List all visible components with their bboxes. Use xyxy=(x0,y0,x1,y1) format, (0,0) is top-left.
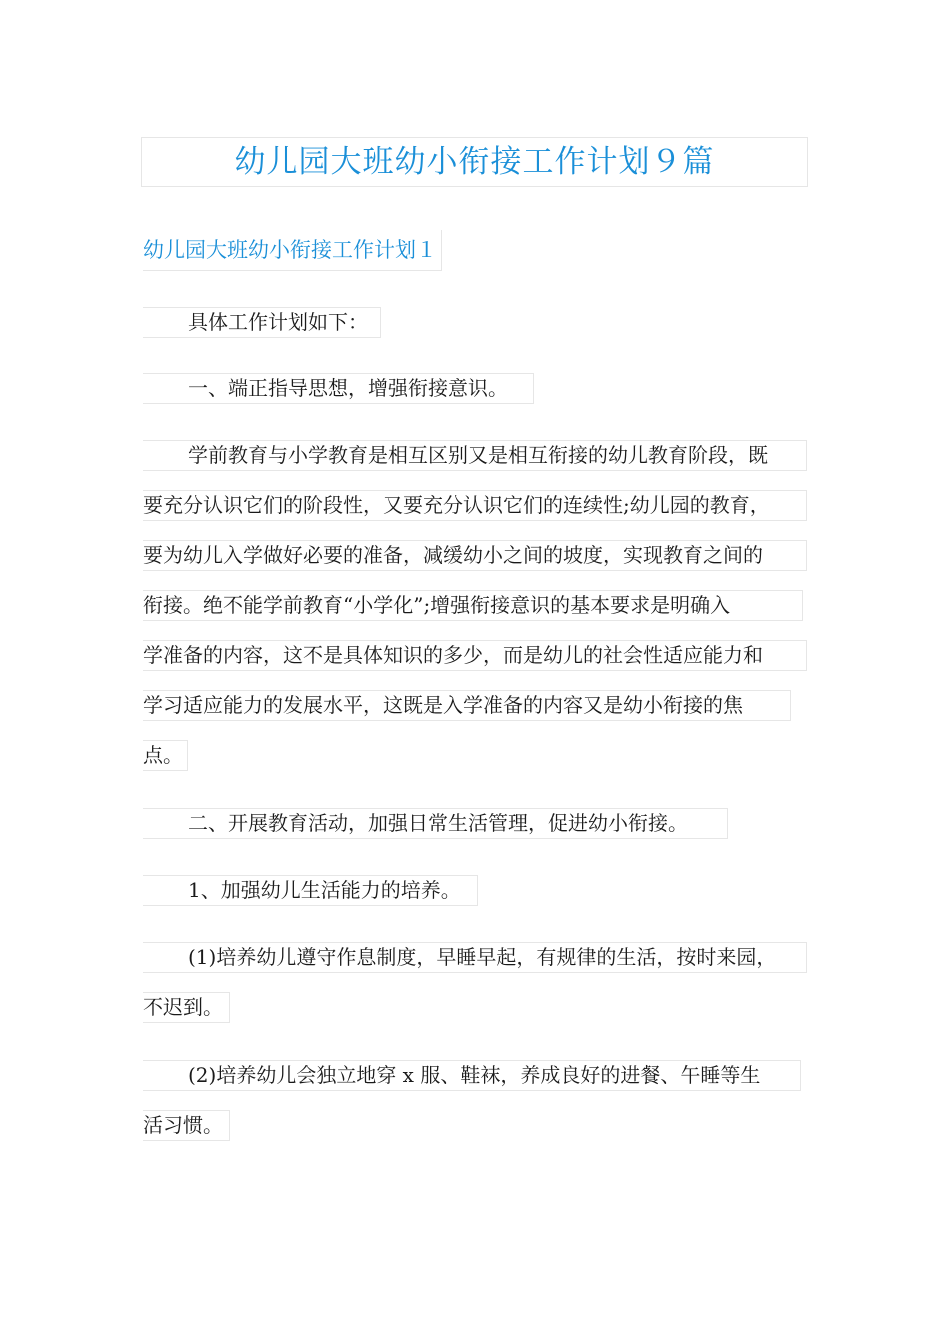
paragraph-line: 一、端正指导思想，增强衔接意识。 xyxy=(143,373,534,404)
section-heading: 幼儿园大班幼小衔接工作计划１ xyxy=(143,230,442,271)
paragraph-line: 学习适应能力的发展水平，这既是入学准备的内容又是幼小衔接的焦 xyxy=(143,690,791,721)
paragraph-line: (1)培养幼儿遵守作息制度，早睡早起，有规律的生活，按时来园， xyxy=(143,942,807,973)
paragraph-line: 具体工作计划如下： xyxy=(143,307,381,338)
paragraph-line: 活习惯。 xyxy=(143,1110,230,1141)
paragraph-line: 1、加强幼儿生活能力的培养。 xyxy=(143,875,478,906)
paragraph-line: 不迟到。 xyxy=(143,992,230,1023)
paragraph-line: 点。 xyxy=(143,740,188,771)
paragraph-line: 衔接。绝不能学前教育“小学化”;增强衔接意识的基本要求是明确入 xyxy=(143,590,803,621)
document-title: 幼儿园大班幼小衔接工作计划９篇 xyxy=(234,144,715,180)
paragraph-line: 学准备的内容，这不是具体知识的多少，而是幼儿的社会性适应能力和 xyxy=(143,640,807,671)
title-box xyxy=(141,137,808,187)
paragraph-line: 要充分认识它们的阶段性，又要充分认识它们的连续性;幼儿园的教育， xyxy=(143,490,807,521)
paragraph-line: (2)培养幼儿会独立地穿 x 服、鞋袜，养成良好的进餐、午睡等生 xyxy=(143,1060,801,1091)
paragraph-line: 学前教育与小学教育是相互区别又是相互衔接的幼儿教育阶段，既 xyxy=(143,440,807,471)
paragraph-line: 二、开展教育活动，加强日常生活管理，促进幼小衔接。 xyxy=(143,808,728,839)
paragraph-line: 要为幼儿入学做好必要的准备，减缓幼小之间的坡度，实现教育之间的 xyxy=(143,540,807,571)
